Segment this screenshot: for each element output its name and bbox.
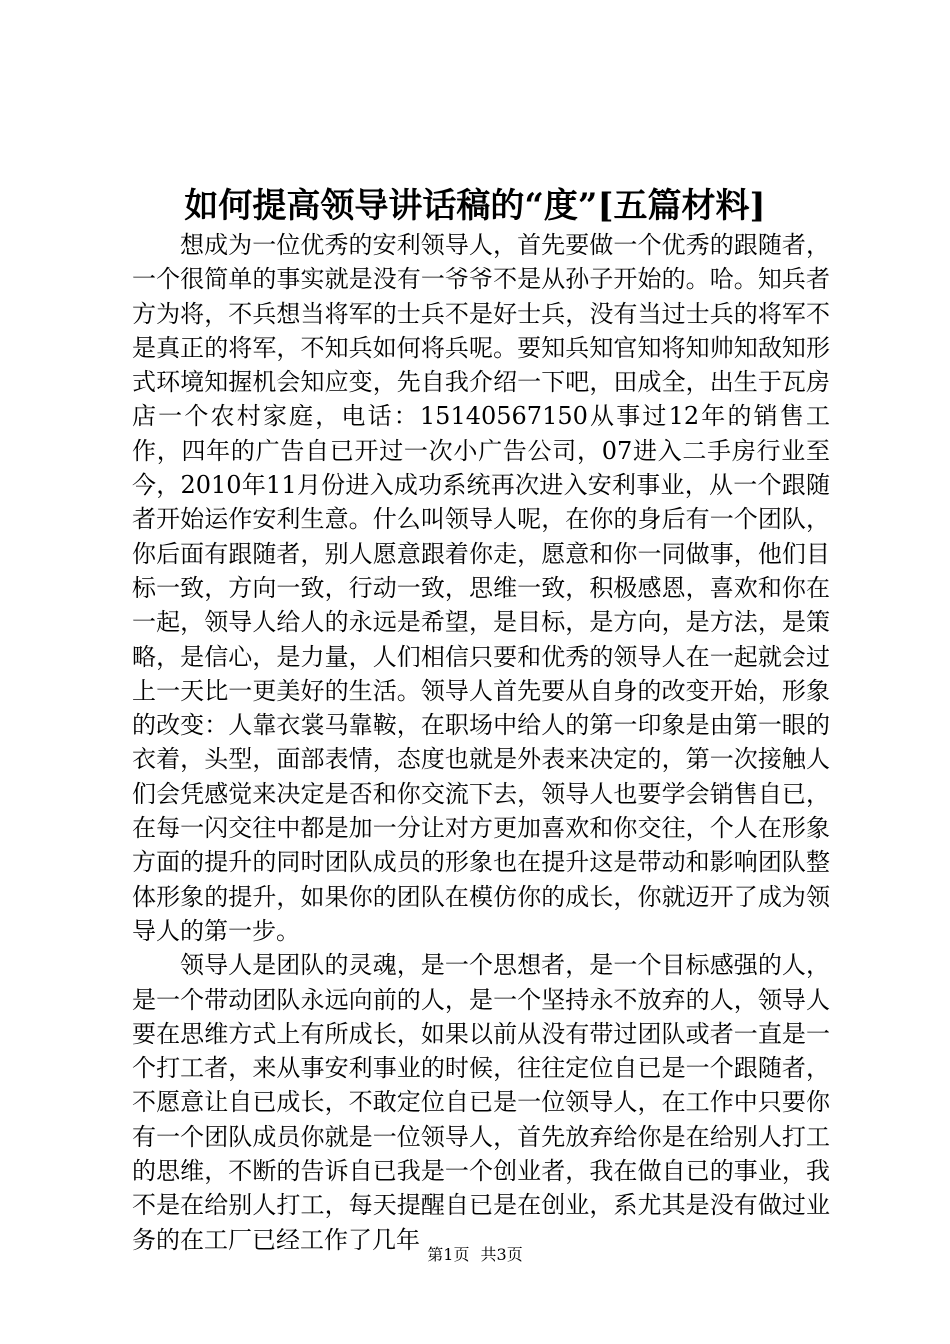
- page-number: 第1页: [427, 1245, 470, 1264]
- document-title: 如何提高领导讲话稿的“度”[五篇材料]: [184, 186, 766, 226]
- page-footer: [0, 1244, 950, 1266]
- page-total: 共3页: [480, 1245, 523, 1264]
- paragraph-1: 想成为一位优秀的安利领导人，首先要做一个优秀的跟随者，一个很简单的事实就是没有一爷爷不是从孙子开始的。哈。知兵者方为将，不兵想当将军的士兵不是好士兵，没有当过士兵的将军不是真正的将军，不知兵如何将兵呢。要知兵知官知将知帅知敌知形式环境知握机会知应变，先自我介绍一下吧，田成全，出生于瓦房店一个农村家庭，电话：15140567150从事过12年的销售工作，四年的广告自已开过一次小广告公司，07进入二手房行业至今，2010年11月份进入成功系统再次进入安利事业，从一个跟随者开始运作安利生意。什么叫领导人呢，在你的身后有一个团队，你后面有跟随者，别人愿意跟着你走，愿意和你一同做事，他们目标一致，方向一致，行动一致，思维一致，积极感恩，喜欢和你在一起，领导人给人的永远是希望，是目标，是方向，是方法，是策略，是信心，是力量，人们相信只要和优秀的领导人在一起就会过上一天比一更美好的生活。领导人首先要从自身的改变开始，形象的改变：人靠衣裳马靠鞍，在职场中给人的第一印象是由第一眼的衣着，头型，面部表情，态度也就是外表来决定的，第一次接触人们会凭感觉来决定是否和你交流下去，领导人也要学会销售自已，在每一闪交往中都是加一分让对方更加喜欢和你交往，个人在形象方面的提升的同时团队成员的形象也在提升这是带动和影响团队整体形象的提升，如果你的团队在模仿你的成长，你就迈开了成为领导人的第一步。: [132, 231, 830, 945]
- document-body: [132, 228, 830, 1257]
- paragraph-2: 领导人是团队的灵魂，是一个思想者，是一个目标感强的人，是一个带动团队永远向前的人，是一个坚持永不放弃的人，领导人要在思维方式上有所成长，如果以前从没有带过团队或者一直是一个打工者，来从事安利事业的时候，往往定位自已是一个跟随者，不愿意让自已成长，不敢定位自已是一位领导人，在工作中只要你有一个团队成员你就是一位领导人，首先放弃给你是在给别人打工的思维，不断的告诉自已我是一个创业者，我在做自已的事业，我不是在给别人打工，每天提醒自已是在创业，系尤其是没有做过业务的在工厂已经工作了几年: [132, 951, 830, 1254]
